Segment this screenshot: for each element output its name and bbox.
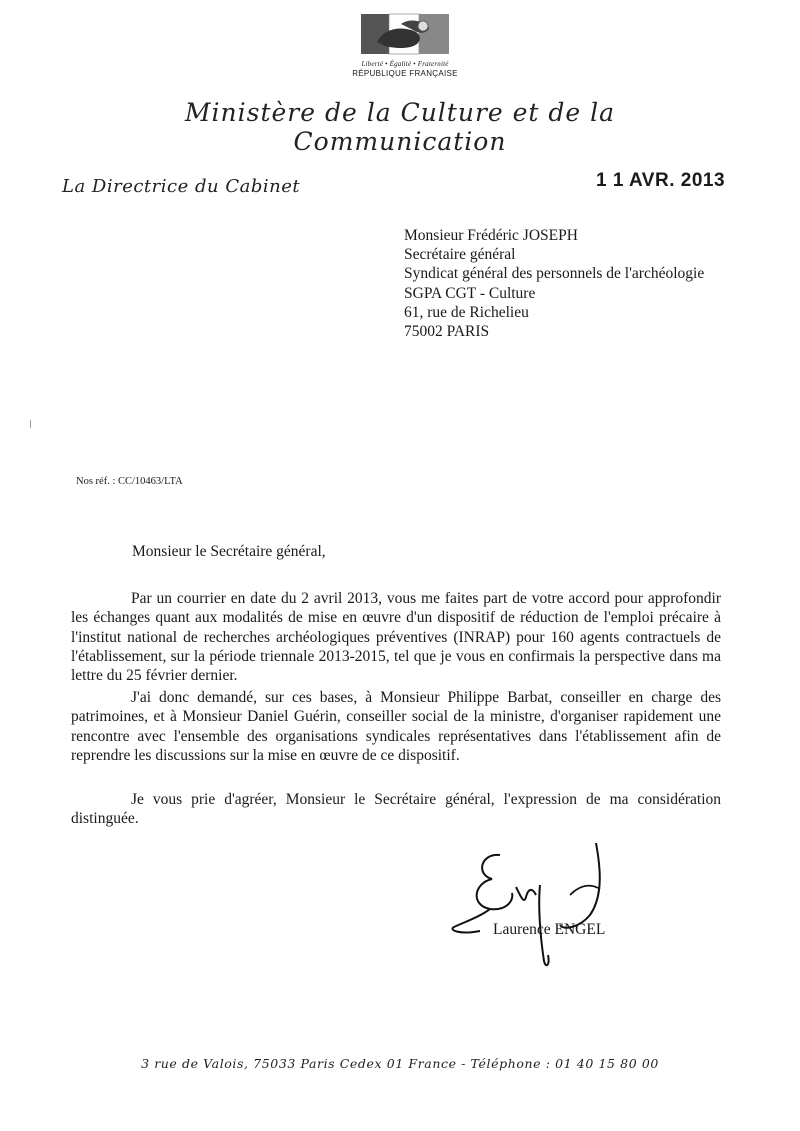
recipient-address bbox=[404, 226, 704, 341]
reference-number: Nos réf. : CC/10463/LTA bbox=[76, 476, 183, 487]
address-line: Syndicat général des personnels de l'archéologie bbox=[404, 265, 705, 283]
motto: Liberté • Égalité • Fraternité bbox=[361, 60, 449, 68]
footer-address: 3 rue de Valois, 75033 Paris Cedex 01 France - Téléphone : 01 40 15 80 00 bbox=[141, 1056, 659, 1071]
paragraph-2: J'ai donc demandé, sur ces bases, à Monsieur Philippe Barbat, conseiller en charge des patrimoines, et à Monsieur Daniel Guérin, conseiller social de la ministre, d'organiser rapidement une rencontre avec l'ensemble des organisations syndicales représentatives dans l'établissement afin de reprendre les discussions sur la mise en œuvre de ce dispositif. bbox=[71, 689, 721, 764]
office-title: La Directrice du Cabinet bbox=[62, 176, 301, 197]
date-stamp: 1 1 AVR. 2013 bbox=[596, 170, 726, 191]
republic-logo bbox=[348, 12, 462, 78]
signatory-name: Laurence ENGEL bbox=[493, 921, 606, 938]
paragraph-1: Par un courrier en date du 2 avril 2013, vous me faites part de votre accord pour approfondir les échanges quant aux modalités de mise en œuvre d'un dispositif de réduction de l'emploi précaire à l'institut national de recherches archéologiques préventives (INRAP) pour 160 agents contractuels de l'établissement, sur la période triennale 2013-2015, tel que je vous en confirmais la perspective dans ma lettre du 25 février dernier. bbox=[71, 590, 721, 685]
paragraph-closing: Je vous prie d'agréer, Monsieur le Secrétaire général, l'expression de ma considération distinguée. bbox=[71, 791, 721, 828]
salutation: Monsieur le Secrétaire général, bbox=[132, 543, 326, 560]
address-line: 61, rue de Richelieu bbox=[404, 303, 529, 321]
handwritten-signature bbox=[440, 835, 630, 975]
address-line: Secrétaire général bbox=[404, 246, 516, 264]
republic-label: RÉPUBLIQUE FRANÇAISE bbox=[352, 69, 458, 78]
marianne-emblem-icon bbox=[357, 12, 453, 56]
address-line: 75002 PARIS bbox=[404, 323, 490, 341]
scan-mark bbox=[30, 420, 35, 428]
ministry-title: Ministère de la Culture et de la Communication bbox=[184, 98, 616, 156]
address-line: SGPA CGT - Culture bbox=[404, 284, 536, 302]
address-line: Monsieur Frédéric JOSEPH bbox=[404, 227, 578, 244]
